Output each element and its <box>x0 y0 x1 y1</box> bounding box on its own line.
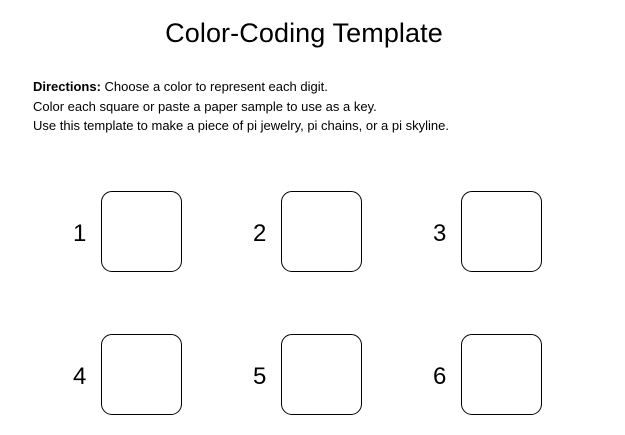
color-square-2[interactable] <box>281 191 362 272</box>
digit-label: 3 <box>433 220 447 247</box>
directions-label: Directions: <box>33 79 101 94</box>
directions-line-1 <box>33 77 449 97</box>
digit-label: 4 <box>73 363 87 390</box>
directions-line-3: Use this template to make a piece of pi jewelry, pi chains, or a pi skyline. <box>33 118 449 133</box>
directions-text-1: Choose a color to represent each digit. <box>100 79 328 94</box>
color-square-1[interactable] <box>101 191 182 272</box>
key-item-3 <box>433 191 563 281</box>
key-item-4 <box>73 334 203 424</box>
color-square-5[interactable] <box>281 334 362 415</box>
page-title: Color-Coding Template <box>165 18 443 48</box>
key-item-5 <box>253 334 383 424</box>
color-square-3[interactable] <box>461 191 542 272</box>
color-square-4[interactable] <box>101 334 182 415</box>
digit-label: 1 <box>73 220 87 247</box>
digit-label: 2 <box>253 220 267 247</box>
key-item-6 <box>433 334 563 424</box>
digit-label: 5 <box>253 363 267 390</box>
directions-text <box>33 77 449 136</box>
directions-line-2: Color each square or paste a paper sample to use as a key. <box>33 98 377 114</box>
digit-label: 6 <box>433 363 447 390</box>
key-item-2 <box>253 191 383 281</box>
key-item-1 <box>73 191 203 281</box>
color-square-6[interactable] <box>461 334 542 415</box>
